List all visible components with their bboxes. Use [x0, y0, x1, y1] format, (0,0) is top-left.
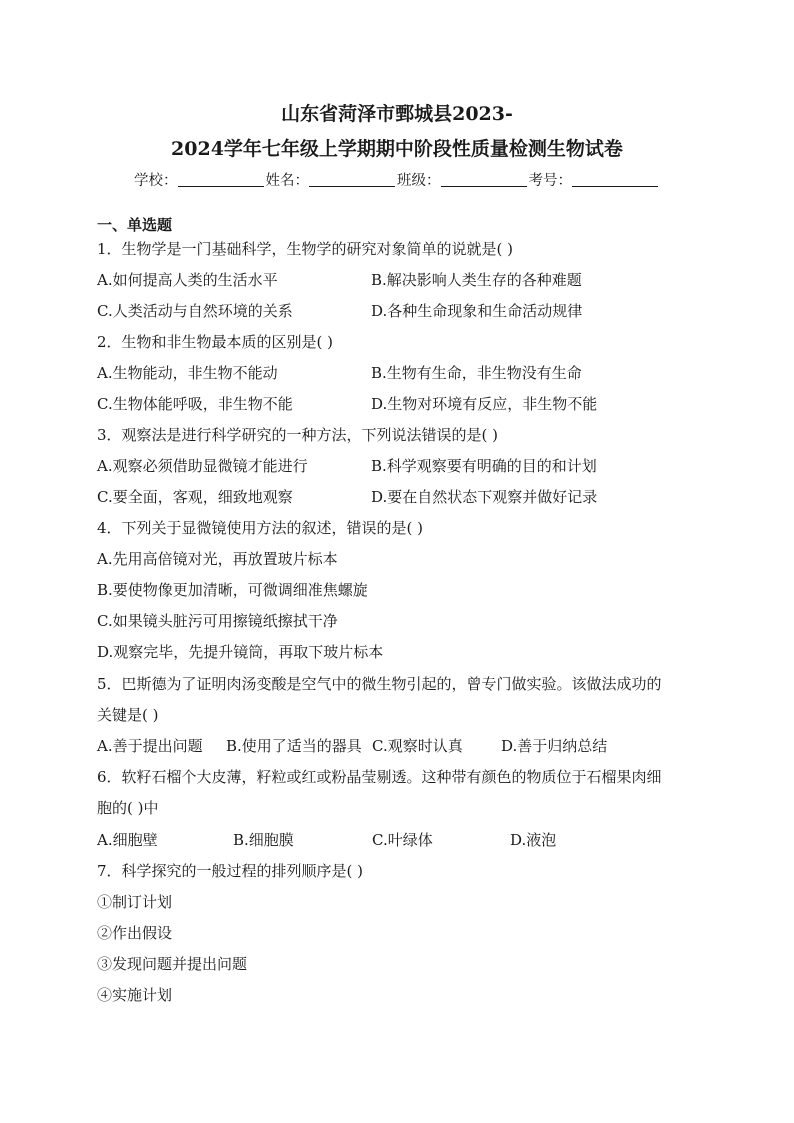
exam-title-line2: 2024学年七年级上学期期中阶段性质量检测生物试卷 [171, 138, 623, 160]
question-3-option-b: B.科学观察要有明确的目的和计划 [371, 457, 597, 475]
name-label: 姓名： [265, 173, 309, 189]
question-6-stem-line1: 6．软籽石榴个大皮薄，籽粒或红或粉晶莹剔透。这种带有颜色的物质位于石榴果肉细 [97, 768, 662, 786]
question-4-option-b: B.要使物像更加清晰，可微调细准焦螺旋 [97, 581, 368, 599]
question-4-stem: 4．下列关于显微镜使用方法的叙述，错误的是( ) [97, 519, 424, 537]
question-7-item-3: ③发现问题并提出问题 [97, 955, 248, 973]
question-4-option-d: D.观察完毕，先提升镜筒，再取下玻片标本 [97, 643, 384, 661]
question-5-option-a: A.善于提出问题 [97, 737, 203, 755]
question-4-option-c: C.如果镜头脏污可用擦镜纸擦拭干净 [97, 612, 338, 630]
exam-title-line1: 山东省菏泽市鄄城县2023- [281, 103, 513, 125]
question-6-stem-line2: 胞的( )中 [97, 799, 159, 817]
question-7-item-1: ①制订计划 [97, 893, 173, 911]
question-2-option-a: A.生物能动，非生物不能动 [97, 364, 278, 382]
student-info-row [0, 170, 794, 192]
name-blank[interactable] [309, 170, 395, 187]
question-5-option-d: D.善于归纳总结 [501, 737, 608, 755]
question-7-stem: 7．科学探究的一般过程的排列顺序是( ) [97, 862, 364, 880]
class-blank[interactable] [441, 170, 527, 187]
question-1-option-c: C.人类活动与自然环境的关系 [97, 302, 293, 320]
question-3-option-a: A.观察必须借助显微镜才能进行 [97, 457, 308, 475]
exam-number-label: 考号： [528, 173, 572, 189]
question-6-option-a: A.细胞壁 [97, 831, 158, 849]
question-7-item-2: ②作出假设 [97, 924, 173, 942]
question-1-stem: 1．生物学是一门基础科学，生物学的研究对象简单的说就是( ) [97, 240, 514, 258]
question-2-option-b: B.生物有生命，非生物没有生命 [371, 364, 582, 382]
question-2-stem: 2．生物和非生物最本质的区别是( ) [97, 333, 334, 351]
question-1-option-d: D.各种生命现象和生命活动规律 [371, 302, 583, 320]
question-5-stem-line2: 关键是( ) [97, 706, 159, 724]
question-1-option-b: B.解决影响人类生存的各种难题 [371, 271, 582, 289]
question-1-option-a: A.如何提高人类的生活水平 [97, 271, 278, 289]
class-label: 班级： [397, 173, 441, 189]
question-6-option-b: B.细胞膜 [233, 831, 294, 849]
section-heading: 一、单选题 [97, 216, 173, 234]
question-5-stem-line1: 5．巴斯德为了证明肉汤变酸是空气中的微生物引起的，曾专门做实验。该做法成功的 [97, 675, 662, 693]
question-3-stem: 3．观察法是进行科学研究的一种方法，下列说法错误的是( ) [97, 426, 499, 444]
question-3-option-d: D.要在自然状态下观察并做好记录 [371, 488, 598, 506]
question-2-option-c: C.生物体能呼吸，非生物不能 [97, 395, 293, 413]
school-label: 学校： [134, 173, 178, 189]
question-6-option-c: C.叶绿体 [372, 831, 433, 849]
question-7-item-4: ④实施计划 [97, 986, 173, 1004]
question-4-option-a: A.先用高倍镜对光，再放置玻片标本 [97, 550, 338, 568]
question-3-option-c: C.要全面，客观，细致地观察 [97, 488, 293, 506]
question-2-option-d: D.生物对环境有反应，非生物不能 [371, 395, 598, 413]
question-5-option-b: B.使用了适当的器具 [226, 737, 362, 755]
question-6-option-d: D.液泡 [510, 831, 557, 849]
exam-number-blank[interactable] [572, 170, 658, 187]
school-blank[interactable] [178, 170, 264, 187]
question-5-option-c: C.观察时认真 [372, 737, 463, 755]
